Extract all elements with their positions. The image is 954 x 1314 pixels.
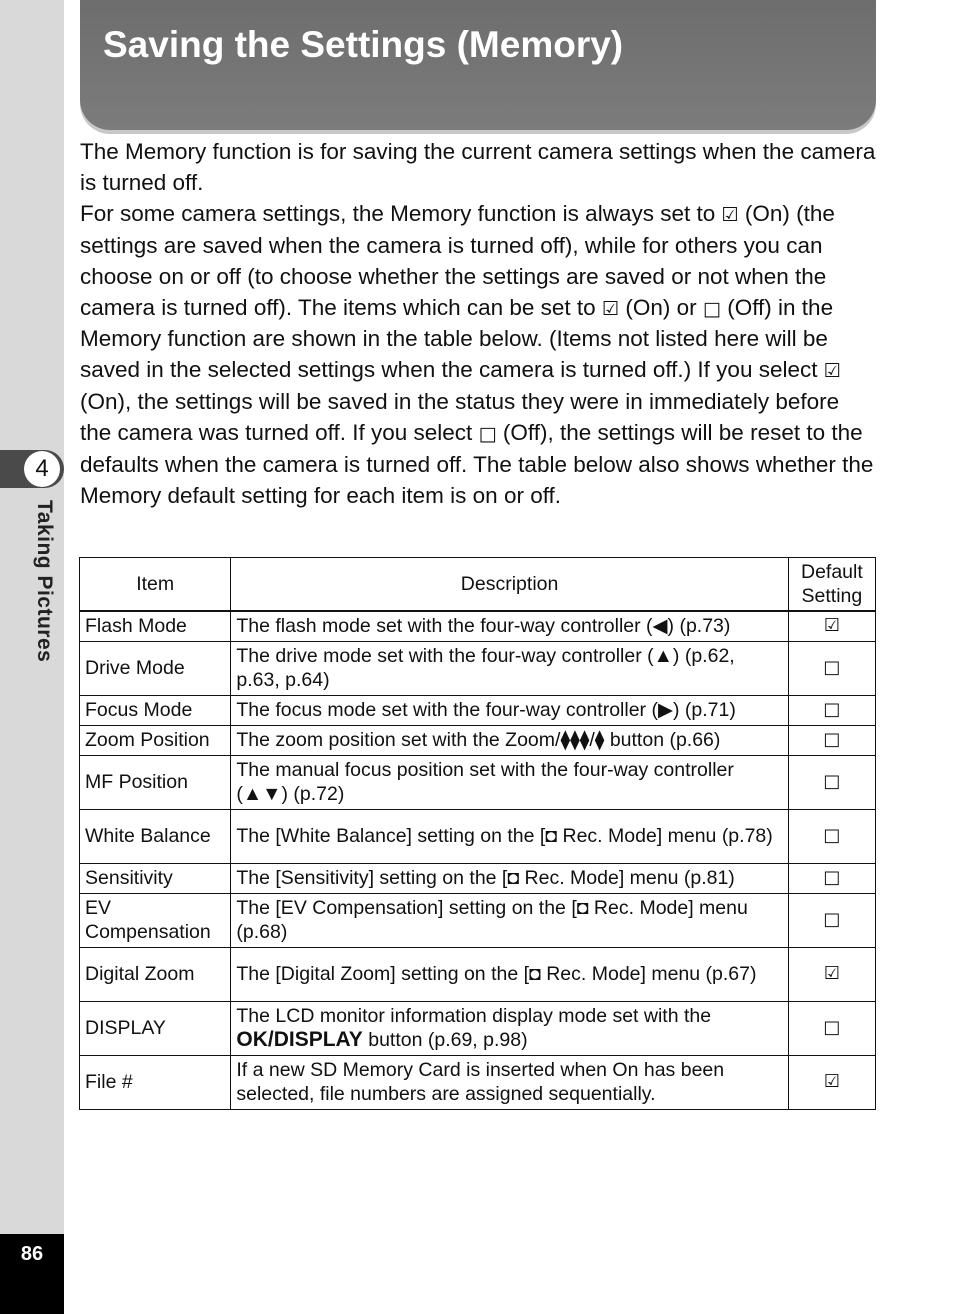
page-number: 86 — [20, 1243, 44, 1265]
checkbox-off-icon: □ — [702, 296, 721, 320]
table-row — [80, 611, 876, 641]
header-default-line2: Setting — [801, 585, 863, 607]
row-item: Focus Mode — [80, 695, 231, 725]
row-default: □ — [788, 695, 875, 725]
table-header-row — [80, 558, 876, 612]
intro-text-part: (On) (the settings are saved when the camera is turned off), while for others you can choose on or off (to choose whether the settings are saved or not when the camera is turned off). The items which can be set to — [80, 200, 835, 320]
row-default: □ — [788, 809, 875, 863]
row-description: The [Sensitivity] setting on the [◘ Rec. Mode] menu (p.81) — [231, 863, 788, 893]
header-item: Item — [80, 558, 231, 612]
ok-display-button-label: OK/DISPLAY — [236, 1028, 363, 1051]
table-row — [80, 641, 876, 695]
intro-text-part: (Off) in the Memory function are shown in the table below. (Items not listed here will be saved in the selected settings when the camera is turned off.) If you select — [80, 294, 834, 383]
row-item: Digital Zoom — [80, 947, 231, 1001]
row-default: □ — [788, 725, 875, 755]
intro-text-part: (On), the settings will be saved in the status they were in immediately before the camera was turned off. If you select — [80, 389, 840, 446]
intro-text — [80, 137, 876, 512]
intro-paragraph-1: The Memory function is for saving the current camera settings when the camera is turned off. — [80, 139, 876, 195]
table-row — [80, 893, 876, 947]
intro-text-part: (Off), the settings will be reset to the defaults when the camera is turned off. The table below also shows whether the Memory default setting for each item is on or off. — [80, 420, 874, 508]
table-row — [80, 1055, 876, 1109]
checkbox-on-icon: ☑ — [721, 202, 739, 226]
page-title: Saving the Settings (Memory) — [103, 24, 624, 65]
table-row — [80, 755, 876, 809]
table-row — [80, 863, 876, 893]
row-description — [231, 1001, 788, 1055]
row-item: Flash Mode — [80, 611, 231, 641]
checkbox-on-icon: ☑ — [601, 296, 620, 320]
row-item: White Balance — [80, 809, 231, 863]
row-item: Drive Mode — [80, 641, 231, 695]
row-item: MF Position — [80, 755, 231, 809]
memory-settings-table — [79, 557, 876, 1110]
row-item: DISPLAY — [80, 1001, 231, 1055]
row-description: The manual focus position set with the four-way controller (▲▼) (p.72) — [231, 755, 788, 809]
table-row — [80, 809, 876, 863]
row-description: The flash mode set with the four-way controller (◀) (p.73) — [231, 611, 788, 641]
row-description: The zoom position set with the Zoom/⧫⧫⧫/⧫ button (p.66) — [231, 725, 788, 755]
row-default: □ — [788, 863, 875, 893]
checkbox-off-icon: □ — [478, 422, 497, 446]
intro-paragraph-2 — [80, 199, 876, 512]
row-default: ☑ — [788, 611, 875, 641]
row-description: The [EV Compensation] setting on the [◘ Rec. Mode] menu (p.68) — [231, 893, 788, 947]
checkbox-on-icon: ☑ — [823, 359, 841, 383]
table-row — [80, 1001, 876, 1055]
row-default: □ — [788, 641, 875, 695]
row-item: File # — [80, 1055, 231, 1109]
row-description: The [Digital Zoom] setting on the [◘ Rec. Mode] menu (p.67) — [231, 947, 788, 1001]
row-default: ☑ — [788, 947, 875, 1001]
row-default: □ — [788, 1001, 875, 1055]
row-description: The [White Balance] setting on the [◘ Rec. Mode] menu (p.78) — [231, 809, 788, 863]
header-description: Description — [231, 558, 788, 612]
row-description: The focus mode set with the four-way controller (▶) (p.71) — [231, 695, 788, 725]
row-description-part: button (p.69, p.98) — [368, 1029, 528, 1051]
row-description: The drive mode set with the four-way controller (▲) (p.62, p.63, p.64) — [231, 641, 788, 695]
chapter-number: 4 — [24, 451, 60, 487]
row-item: Sensitivity — [80, 863, 231, 893]
row-item: Zoom Position — [80, 725, 231, 755]
table-row — [80, 695, 876, 725]
row-description-part: The LCD monitor information display mode set with the — [236, 1005, 712, 1027]
header-default-setting — [788, 558, 875, 612]
row-item: EV Compensation — [80, 893, 231, 947]
table-row — [80, 725, 876, 755]
header-default-line1: Default — [800, 561, 863, 583]
table-row — [80, 947, 876, 1001]
row-default: □ — [788, 755, 875, 809]
intro-text-part: For some camera settings, the Memory function is always set to — [80, 200, 716, 226]
row-default: ☑ — [788, 1055, 875, 1109]
row-default: □ — [788, 893, 875, 947]
row-description: If a new SD Memory Card is inserted when On has been selected, file numbers are assigned sequentially. — [231, 1055, 788, 1109]
chapter-title: Taking Pictures — [33, 500, 56, 663]
intro-text-part: (On) or — [625, 294, 697, 320]
